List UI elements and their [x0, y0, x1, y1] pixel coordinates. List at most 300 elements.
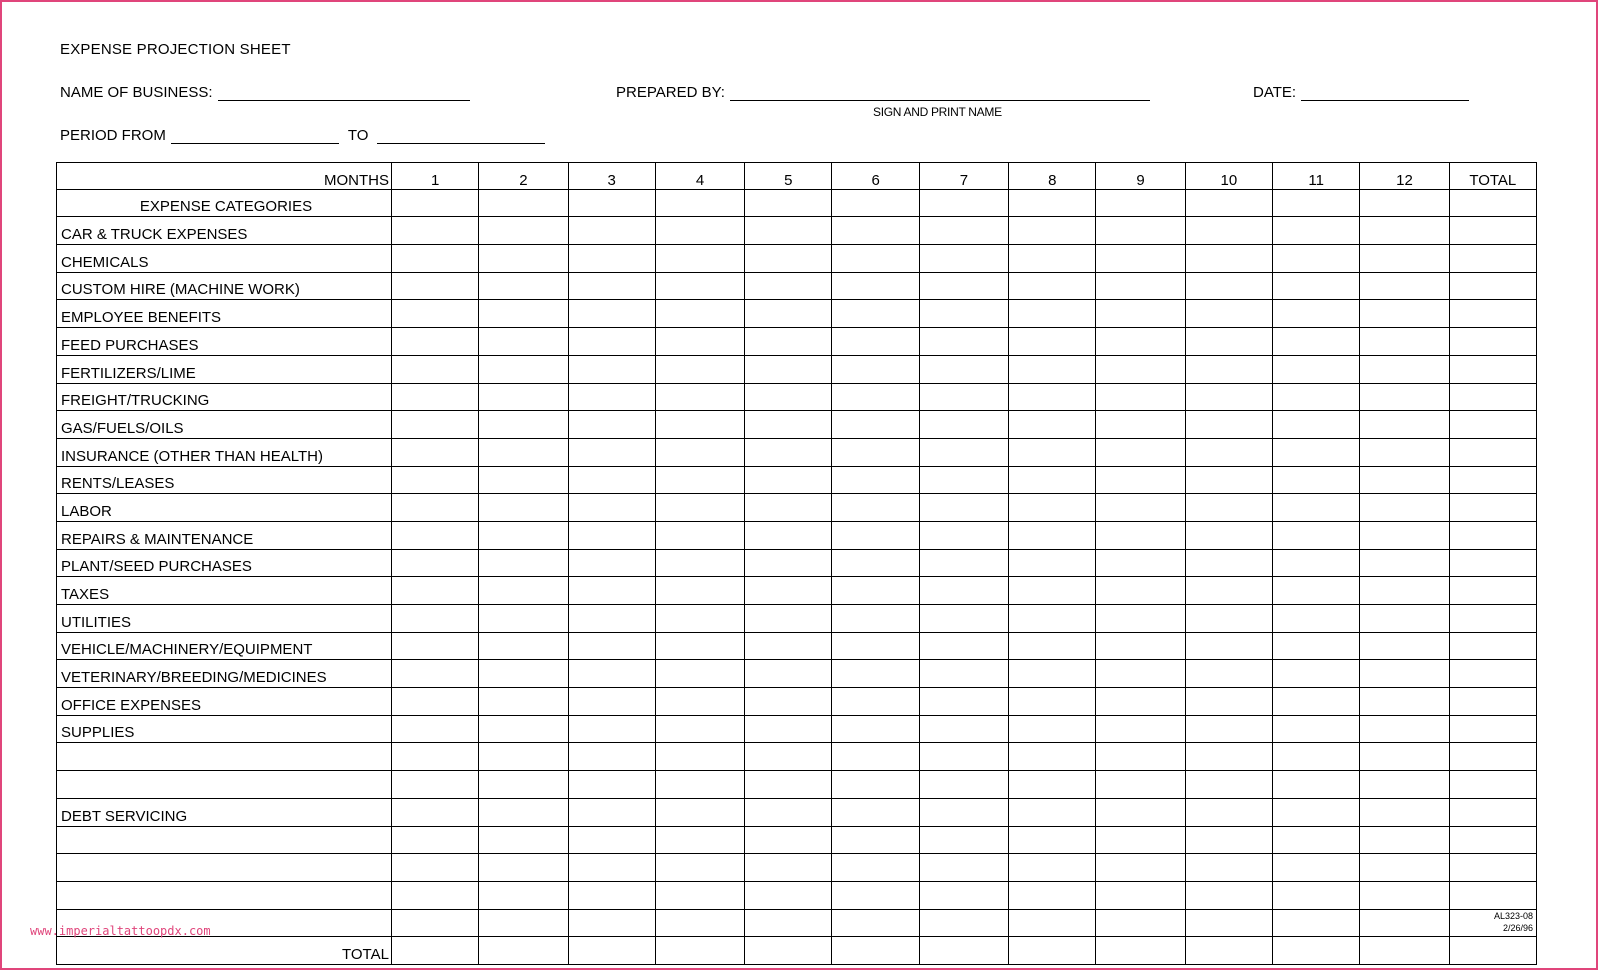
month-cell[interactable] [1273, 300, 1360, 328]
month-cell[interactable] [1360, 411, 1449, 439]
month-cell[interactable] [568, 383, 655, 411]
month-cell[interactable] [1009, 826, 1096, 854]
month-cell[interactable] [391, 826, 478, 854]
month-cell[interactable] [391, 217, 478, 245]
month-cell[interactable] [655, 411, 744, 439]
month-cell[interactable] [919, 494, 1008, 522]
month-cell[interactable] [391, 300, 478, 328]
month-cell[interactable] [832, 660, 919, 688]
month-cell[interactable] [745, 881, 832, 909]
month-cell[interactable] [1273, 383, 1360, 411]
month-cell[interactable] [1360, 577, 1449, 605]
month-cell[interactable] [1273, 328, 1360, 356]
month-cell[interactable] [919, 355, 1008, 383]
month-cell[interactable] [655, 937, 744, 965]
month-cell[interactable] [919, 937, 1008, 965]
month-cell[interactable] [1009, 383, 1096, 411]
month-cell[interactable] [1096, 272, 1185, 300]
month-cell[interactable] [1273, 771, 1360, 799]
month-cell[interactable] [391, 189, 478, 217]
month-cell[interactable] [391, 771, 478, 799]
month-cell[interactable] [1009, 328, 1096, 356]
month-cell[interactable] [1185, 771, 1272, 799]
total-cell[interactable] [1449, 300, 1536, 328]
total-cell[interactable] [1449, 798, 1536, 826]
month-cell[interactable] [1009, 632, 1096, 660]
month-cell[interactable] [1096, 632, 1185, 660]
month-cell[interactable] [832, 937, 919, 965]
month-cell[interactable] [1096, 660, 1185, 688]
month-cell[interactable] [745, 466, 832, 494]
month-cell[interactable] [1185, 688, 1272, 716]
month-cell[interactable] [832, 217, 919, 245]
month-cell[interactable] [479, 660, 568, 688]
month-cell[interactable] [1360, 494, 1449, 522]
month-cell[interactable] [1360, 383, 1449, 411]
month-cell[interactable] [1273, 826, 1360, 854]
month-cell[interactable] [568, 854, 655, 882]
month-cell[interactable] [655, 632, 744, 660]
month-cell[interactable] [1185, 798, 1272, 826]
month-cell[interactable] [745, 549, 832, 577]
month-cell[interactable] [568, 881, 655, 909]
month-cell[interactable] [1185, 383, 1272, 411]
month-cell[interactable] [479, 577, 568, 605]
month-cell[interactable] [1185, 743, 1272, 771]
month-cell[interactable] [919, 245, 1008, 273]
month-cell[interactable] [391, 411, 478, 439]
month-cell[interactable] [479, 549, 568, 577]
month-cell[interactable] [745, 217, 832, 245]
total-cell[interactable] [1449, 826, 1536, 854]
month-cell[interactable] [655, 494, 744, 522]
month-cell[interactable] [568, 937, 655, 965]
month-cell[interactable] [655, 715, 744, 743]
total-cell[interactable] [1449, 881, 1536, 909]
month-cell[interactable] [919, 688, 1008, 716]
month-cell[interactable] [1273, 632, 1360, 660]
month-cell[interactable] [919, 826, 1008, 854]
month-cell[interactable] [1009, 549, 1096, 577]
month-cell[interactable] [1273, 577, 1360, 605]
month-cell[interactable] [479, 771, 568, 799]
month-cell[interactable] [1009, 577, 1096, 605]
month-cell[interactable] [1009, 217, 1096, 245]
month-cell[interactable] [832, 577, 919, 605]
month-cell[interactable] [655, 521, 744, 549]
month-cell[interactable] [1273, 217, 1360, 245]
month-cell[interactable] [568, 217, 655, 245]
month-cell[interactable] [1185, 272, 1272, 300]
month-cell[interactable] [919, 328, 1008, 356]
month-cell[interactable] [1360, 521, 1449, 549]
month-cell[interactable] [1360, 549, 1449, 577]
month-cell[interactable] [919, 383, 1008, 411]
month-cell[interactable] [919, 466, 1008, 494]
month-cell[interactable] [1096, 715, 1185, 743]
month-cell[interactable] [1096, 300, 1185, 328]
total-cell[interactable] [1449, 521, 1536, 549]
month-cell[interactable] [655, 743, 744, 771]
month-cell[interactable] [745, 660, 832, 688]
period-to-blank[interactable] [377, 127, 545, 144]
total-cell[interactable] [1449, 355, 1536, 383]
total-cell[interactable] [1449, 438, 1536, 466]
month-cell[interactable] [1185, 881, 1272, 909]
month-cell[interactable] [1360, 466, 1449, 494]
month-cell[interactable] [919, 577, 1008, 605]
total-cell[interactable] [1449, 466, 1536, 494]
month-cell[interactable] [919, 605, 1008, 633]
month-cell[interactable] [479, 826, 568, 854]
month-cell[interactable] [1009, 798, 1096, 826]
month-cell[interactable] [568, 909, 655, 937]
month-cell[interactable] [919, 438, 1008, 466]
month-cell[interactable] [919, 411, 1008, 439]
month-cell[interactable] [1185, 937, 1272, 965]
month-cell[interactable] [391, 660, 478, 688]
month-cell[interactable] [1185, 605, 1272, 633]
month-cell[interactable] [1360, 632, 1449, 660]
month-cell[interactable] [745, 245, 832, 273]
month-cell[interactable] [1273, 355, 1360, 383]
month-cell[interactable] [479, 688, 568, 716]
month-cell[interactable] [568, 189, 655, 217]
month-cell[interactable] [1273, 743, 1360, 771]
month-cell[interactable] [1096, 577, 1185, 605]
total-cell[interactable] [1449, 217, 1536, 245]
total-cell[interactable] [1449, 245, 1536, 273]
month-cell[interactable] [1360, 660, 1449, 688]
month-cell[interactable] [832, 521, 919, 549]
month-cell[interactable] [1009, 189, 1096, 217]
month-cell[interactable] [479, 189, 568, 217]
total-cell[interactable] [1449, 743, 1536, 771]
month-cell[interactable] [745, 300, 832, 328]
month-cell[interactable] [745, 189, 832, 217]
month-cell[interactable] [568, 300, 655, 328]
period-from-blank[interactable] [171, 127, 339, 144]
month-cell[interactable] [832, 383, 919, 411]
month-cell[interactable] [745, 521, 832, 549]
month-cell[interactable] [391, 549, 478, 577]
month-cell[interactable] [479, 881, 568, 909]
month-cell[interactable] [1273, 272, 1360, 300]
month-cell[interactable] [391, 521, 478, 549]
month-cell[interactable] [391, 632, 478, 660]
month-cell[interactable] [745, 909, 832, 937]
month-cell[interactable] [1009, 466, 1096, 494]
total-cell[interactable] [1449, 605, 1536, 633]
month-cell[interactable] [479, 300, 568, 328]
month-cell[interactable] [832, 605, 919, 633]
month-cell[interactable] [1360, 881, 1449, 909]
month-cell[interactable] [479, 909, 568, 937]
month-cell[interactable] [568, 632, 655, 660]
month-cell[interactable] [479, 355, 568, 383]
month-cell[interactable] [1009, 881, 1096, 909]
total-cell[interactable] [1449, 411, 1536, 439]
month-cell[interactable] [745, 632, 832, 660]
total-cell[interactable] [1449, 383, 1536, 411]
month-cell[interactable] [655, 826, 744, 854]
month-cell[interactable] [1360, 217, 1449, 245]
month-cell[interactable] [919, 549, 1008, 577]
month-cell[interactable] [568, 605, 655, 633]
month-cell[interactable] [919, 521, 1008, 549]
month-cell[interactable] [391, 272, 478, 300]
month-cell[interactable] [1273, 189, 1360, 217]
month-cell[interactable] [919, 881, 1008, 909]
month-cell[interactable] [1096, 438, 1185, 466]
month-cell[interactable] [1360, 605, 1449, 633]
total-cell[interactable] [1449, 189, 1536, 217]
total-cell[interactable] [1449, 660, 1536, 688]
month-cell[interactable] [568, 328, 655, 356]
month-cell[interactable] [391, 854, 478, 882]
month-cell[interactable] [1009, 300, 1096, 328]
month-cell[interactable] [391, 688, 478, 716]
month-cell[interactable] [391, 605, 478, 633]
month-cell[interactable] [391, 466, 478, 494]
date-blank[interactable] [1301, 84, 1469, 101]
month-cell[interactable] [1185, 854, 1272, 882]
month-cell[interactable] [1096, 771, 1185, 799]
month-cell[interactable] [832, 854, 919, 882]
total-cell[interactable] [1449, 937, 1536, 965]
month-cell[interactable] [1273, 438, 1360, 466]
month-cell[interactable] [655, 272, 744, 300]
month-cell[interactable] [568, 245, 655, 273]
month-cell[interactable] [391, 743, 478, 771]
total-cell[interactable] [1449, 632, 1536, 660]
month-cell[interactable] [1185, 189, 1272, 217]
prepared-by-blank[interactable] [730, 84, 1150, 101]
month-cell[interactable] [1096, 189, 1185, 217]
month-cell[interactable] [1096, 383, 1185, 411]
month-cell[interactable] [568, 272, 655, 300]
month-cell[interactable] [479, 798, 568, 826]
month-cell[interactable] [1360, 245, 1449, 273]
month-cell[interactable] [832, 688, 919, 716]
month-cell[interactable] [1009, 660, 1096, 688]
month-cell[interactable] [1273, 521, 1360, 549]
month-cell[interactable] [568, 660, 655, 688]
month-cell[interactable] [479, 632, 568, 660]
month-cell[interactable] [832, 466, 919, 494]
month-cell[interactable] [1009, 743, 1096, 771]
month-cell[interactable] [745, 826, 832, 854]
total-cell[interactable] [1449, 771, 1536, 799]
month-cell[interactable] [919, 909, 1008, 937]
month-cell[interactable] [832, 245, 919, 273]
month-cell[interactable] [479, 411, 568, 439]
month-cell[interactable] [1273, 605, 1360, 633]
month-cell[interactable] [568, 688, 655, 716]
month-cell[interactable] [832, 328, 919, 356]
month-cell[interactable] [832, 743, 919, 771]
month-cell[interactable] [1273, 660, 1360, 688]
month-cell[interactable] [568, 549, 655, 577]
month-cell[interactable] [832, 494, 919, 522]
month-cell[interactable] [655, 577, 744, 605]
month-cell[interactable] [1009, 272, 1096, 300]
month-cell[interactable] [655, 245, 744, 273]
month-cell[interactable] [1009, 494, 1096, 522]
month-cell[interactable] [1096, 411, 1185, 439]
month-cell[interactable] [1185, 715, 1272, 743]
month-cell[interactable] [1360, 688, 1449, 716]
month-cell[interactable] [919, 217, 1008, 245]
total-cell[interactable] [1449, 328, 1536, 356]
month-cell[interactable] [568, 743, 655, 771]
month-cell[interactable] [1096, 826, 1185, 854]
month-cell[interactable] [745, 411, 832, 439]
month-cell[interactable] [919, 272, 1008, 300]
month-cell[interactable] [479, 245, 568, 273]
month-cell[interactable] [1273, 909, 1360, 937]
month-cell[interactable] [391, 383, 478, 411]
month-cell[interactable] [655, 355, 744, 383]
month-cell[interactable] [1009, 715, 1096, 743]
total-cell[interactable] [1449, 577, 1536, 605]
month-cell[interactable] [919, 632, 1008, 660]
month-cell[interactable] [1185, 411, 1272, 439]
month-cell[interactable] [1185, 577, 1272, 605]
month-cell[interactable] [1273, 937, 1360, 965]
month-cell[interactable] [391, 355, 478, 383]
month-cell[interactable] [745, 605, 832, 633]
total-cell[interactable] [1449, 549, 1536, 577]
month-cell[interactable] [832, 826, 919, 854]
month-cell[interactable] [568, 826, 655, 854]
month-cell[interactable] [832, 300, 919, 328]
month-cell[interactable] [391, 245, 478, 273]
month-cell[interactable] [655, 688, 744, 716]
month-cell[interactable] [479, 272, 568, 300]
month-cell[interactable] [1009, 771, 1096, 799]
month-cell[interactable] [1096, 798, 1185, 826]
month-cell[interactable] [655, 909, 744, 937]
month-cell[interactable] [1273, 245, 1360, 273]
month-cell[interactable] [479, 438, 568, 466]
month-cell[interactable] [832, 798, 919, 826]
month-cell[interactable] [391, 438, 478, 466]
month-cell[interactable] [1273, 881, 1360, 909]
month-cell[interactable] [1360, 272, 1449, 300]
month-cell[interactable] [832, 355, 919, 383]
month-cell[interactable] [1096, 909, 1185, 937]
month-cell[interactable] [568, 494, 655, 522]
month-cell[interactable] [1009, 411, 1096, 439]
month-cell[interactable] [1096, 605, 1185, 633]
month-cell[interactable] [1185, 355, 1272, 383]
month-cell[interactable] [919, 660, 1008, 688]
month-cell[interactable] [655, 300, 744, 328]
month-cell[interactable] [1185, 521, 1272, 549]
month-cell[interactable] [745, 743, 832, 771]
month-cell[interactable] [1360, 743, 1449, 771]
month-cell[interactable] [1009, 521, 1096, 549]
month-cell[interactable] [655, 189, 744, 217]
month-cell[interactable] [1360, 438, 1449, 466]
month-cell[interactable] [655, 328, 744, 356]
month-cell[interactable] [391, 937, 478, 965]
month-cell[interactable] [1273, 466, 1360, 494]
month-cell[interactable] [1273, 854, 1360, 882]
month-cell[interactable] [391, 881, 478, 909]
month-cell[interactable] [745, 383, 832, 411]
month-cell[interactable] [391, 909, 478, 937]
month-cell[interactable] [745, 688, 832, 716]
month-cell[interactable] [919, 189, 1008, 217]
month-cell[interactable] [391, 798, 478, 826]
month-cell[interactable] [655, 660, 744, 688]
total-cell[interactable] [1449, 715, 1536, 743]
month-cell[interactable] [655, 549, 744, 577]
month-cell[interactable] [568, 715, 655, 743]
month-cell[interactable] [479, 494, 568, 522]
month-cell[interactable] [745, 937, 832, 965]
month-cell[interactable] [1185, 245, 1272, 273]
month-cell[interactable] [568, 798, 655, 826]
month-cell[interactable] [745, 715, 832, 743]
month-cell[interactable] [1185, 549, 1272, 577]
month-cell[interactable] [745, 771, 832, 799]
month-cell[interactable] [1009, 605, 1096, 633]
month-cell[interactable] [1185, 328, 1272, 356]
month-cell[interactable] [832, 881, 919, 909]
month-cell[interactable] [1096, 494, 1185, 522]
month-cell[interactable] [1096, 217, 1185, 245]
month-cell[interactable] [479, 715, 568, 743]
month-cell[interactable] [1360, 328, 1449, 356]
month-cell[interactable] [832, 438, 919, 466]
month-cell[interactable] [655, 881, 744, 909]
month-cell[interactable] [391, 715, 478, 743]
month-cell[interactable] [1185, 466, 1272, 494]
month-cell[interactable] [1185, 826, 1272, 854]
month-cell[interactable] [1360, 771, 1449, 799]
month-cell[interactable] [1273, 715, 1360, 743]
month-cell[interactable] [479, 854, 568, 882]
month-cell[interactable] [832, 549, 919, 577]
month-cell[interactable] [568, 355, 655, 383]
month-cell[interactable] [391, 494, 478, 522]
month-cell[interactable] [919, 854, 1008, 882]
month-cell[interactable] [1096, 688, 1185, 716]
month-cell[interactable] [1360, 300, 1449, 328]
month-cell[interactable] [832, 715, 919, 743]
total-cell[interactable] [1449, 272, 1536, 300]
month-cell[interactable] [1009, 854, 1096, 882]
month-cell[interactable] [1360, 826, 1449, 854]
month-cell[interactable] [479, 605, 568, 633]
month-cell[interactable] [1185, 632, 1272, 660]
month-cell[interactable] [1096, 743, 1185, 771]
total-cell[interactable] [1449, 688, 1536, 716]
month-cell[interactable] [745, 328, 832, 356]
month-cell[interactable] [655, 605, 744, 633]
month-cell[interactable] [1273, 494, 1360, 522]
month-cell[interactable] [1009, 688, 1096, 716]
month-cell[interactable] [832, 411, 919, 439]
month-cell[interactable] [1273, 411, 1360, 439]
month-cell[interactable] [832, 189, 919, 217]
month-cell[interactable] [1273, 798, 1360, 826]
month-cell[interactable] [1360, 715, 1449, 743]
month-cell[interactable] [1360, 909, 1449, 937]
